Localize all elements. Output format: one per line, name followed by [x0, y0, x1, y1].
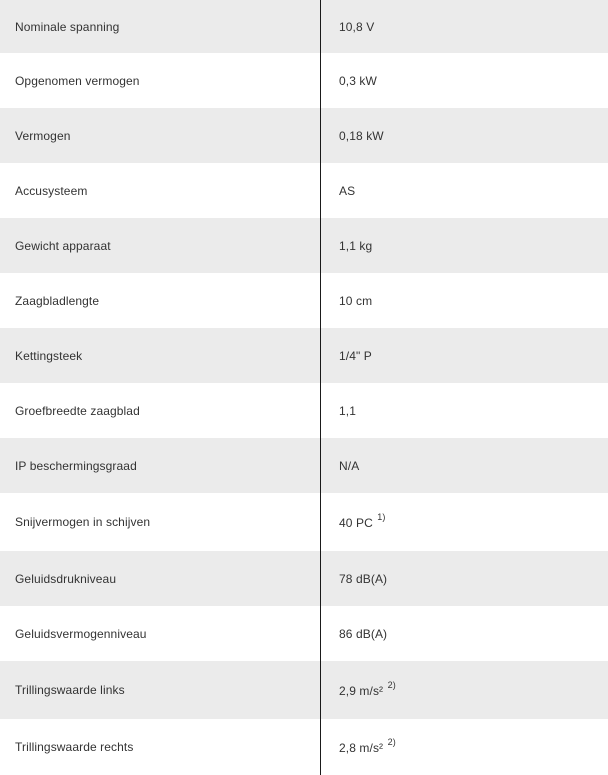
spec-row — [0, 53, 608, 108]
spec-value: 2,9 m/s² $^{2)}$ — [339, 680, 396, 698]
spec-label: Geluidsdrukniveau — [15, 571, 117, 586]
spec-row — [0, 163, 608, 218]
spec-value: N/A — [339, 458, 360, 473]
spec-label: Gewicht apparaat — [15, 238, 111, 253]
spec-value: 1/4" P — [339, 348, 372, 363]
spec-row — [0, 438, 608, 493]
spec-value: 86 dB(A) — [339, 626, 388, 641]
spec-value: 2,8 m/s² $^{2)}$ — [339, 737, 396, 755]
spec-value: 10 cm — [339, 293, 373, 308]
spec-row — [0, 551, 608, 606]
spec-value: 1,1 — [339, 403, 356, 418]
footnote-marker: 2) — [387, 737, 396, 747]
spec-value: AS — [339, 183, 356, 198]
spec-label: Vermogen — [15, 128, 71, 143]
spec-row — [0, 493, 608, 551]
spec-label: IP beschermingsgraad — [15, 458, 137, 473]
spec-row — [0, 661, 608, 719]
spec-label: Kettingsteek — [15, 348, 83, 363]
spec-label: Trillingswaarde links — [15, 683, 125, 697]
spec-row — [0, 0, 608, 53]
spec-row — [0, 383, 608, 438]
spec-row — [0, 218, 608, 273]
footnote-marker: 2) — [387, 680, 396, 690]
spec-value: 1,1 kg — [339, 238, 373, 253]
spec-label: Accusysteem — [15, 183, 88, 198]
column-divider — [320, 0, 321, 775]
spec-label: Zaagbladlengte — [15, 293, 100, 308]
spec-value: 78 dB(A) — [339, 571, 388, 586]
spec-label: Nominale spanning — [15, 19, 120, 34]
spec-label: Groefbreedte zaagblad — [15, 403, 140, 418]
spec-value: 0,3 kW — [339, 73, 377, 88]
spec-value: 10,8 V — [339, 19, 375, 34]
footnote-marker: 1) — [377, 512, 386, 522]
spec-label: Opgenomen vermogen — [15, 73, 140, 88]
spec-row — [0, 606, 608, 661]
spec-row — [0, 273, 608, 328]
spec-label: Snijvermogen in schijven — [15, 515, 151, 529]
spec-label: Geluidsvermogenniveau — [15, 626, 147, 641]
spec-value: 0,18 kW — [339, 128, 384, 143]
spec-row — [0, 719, 608, 775]
spec-row — [0, 328, 608, 383]
spec-value: 40 PC $^{1)}$ — [339, 512, 386, 530]
spec-row — [0, 108, 608, 163]
spec-label: Trillingswaarde rechts — [15, 740, 134, 754]
